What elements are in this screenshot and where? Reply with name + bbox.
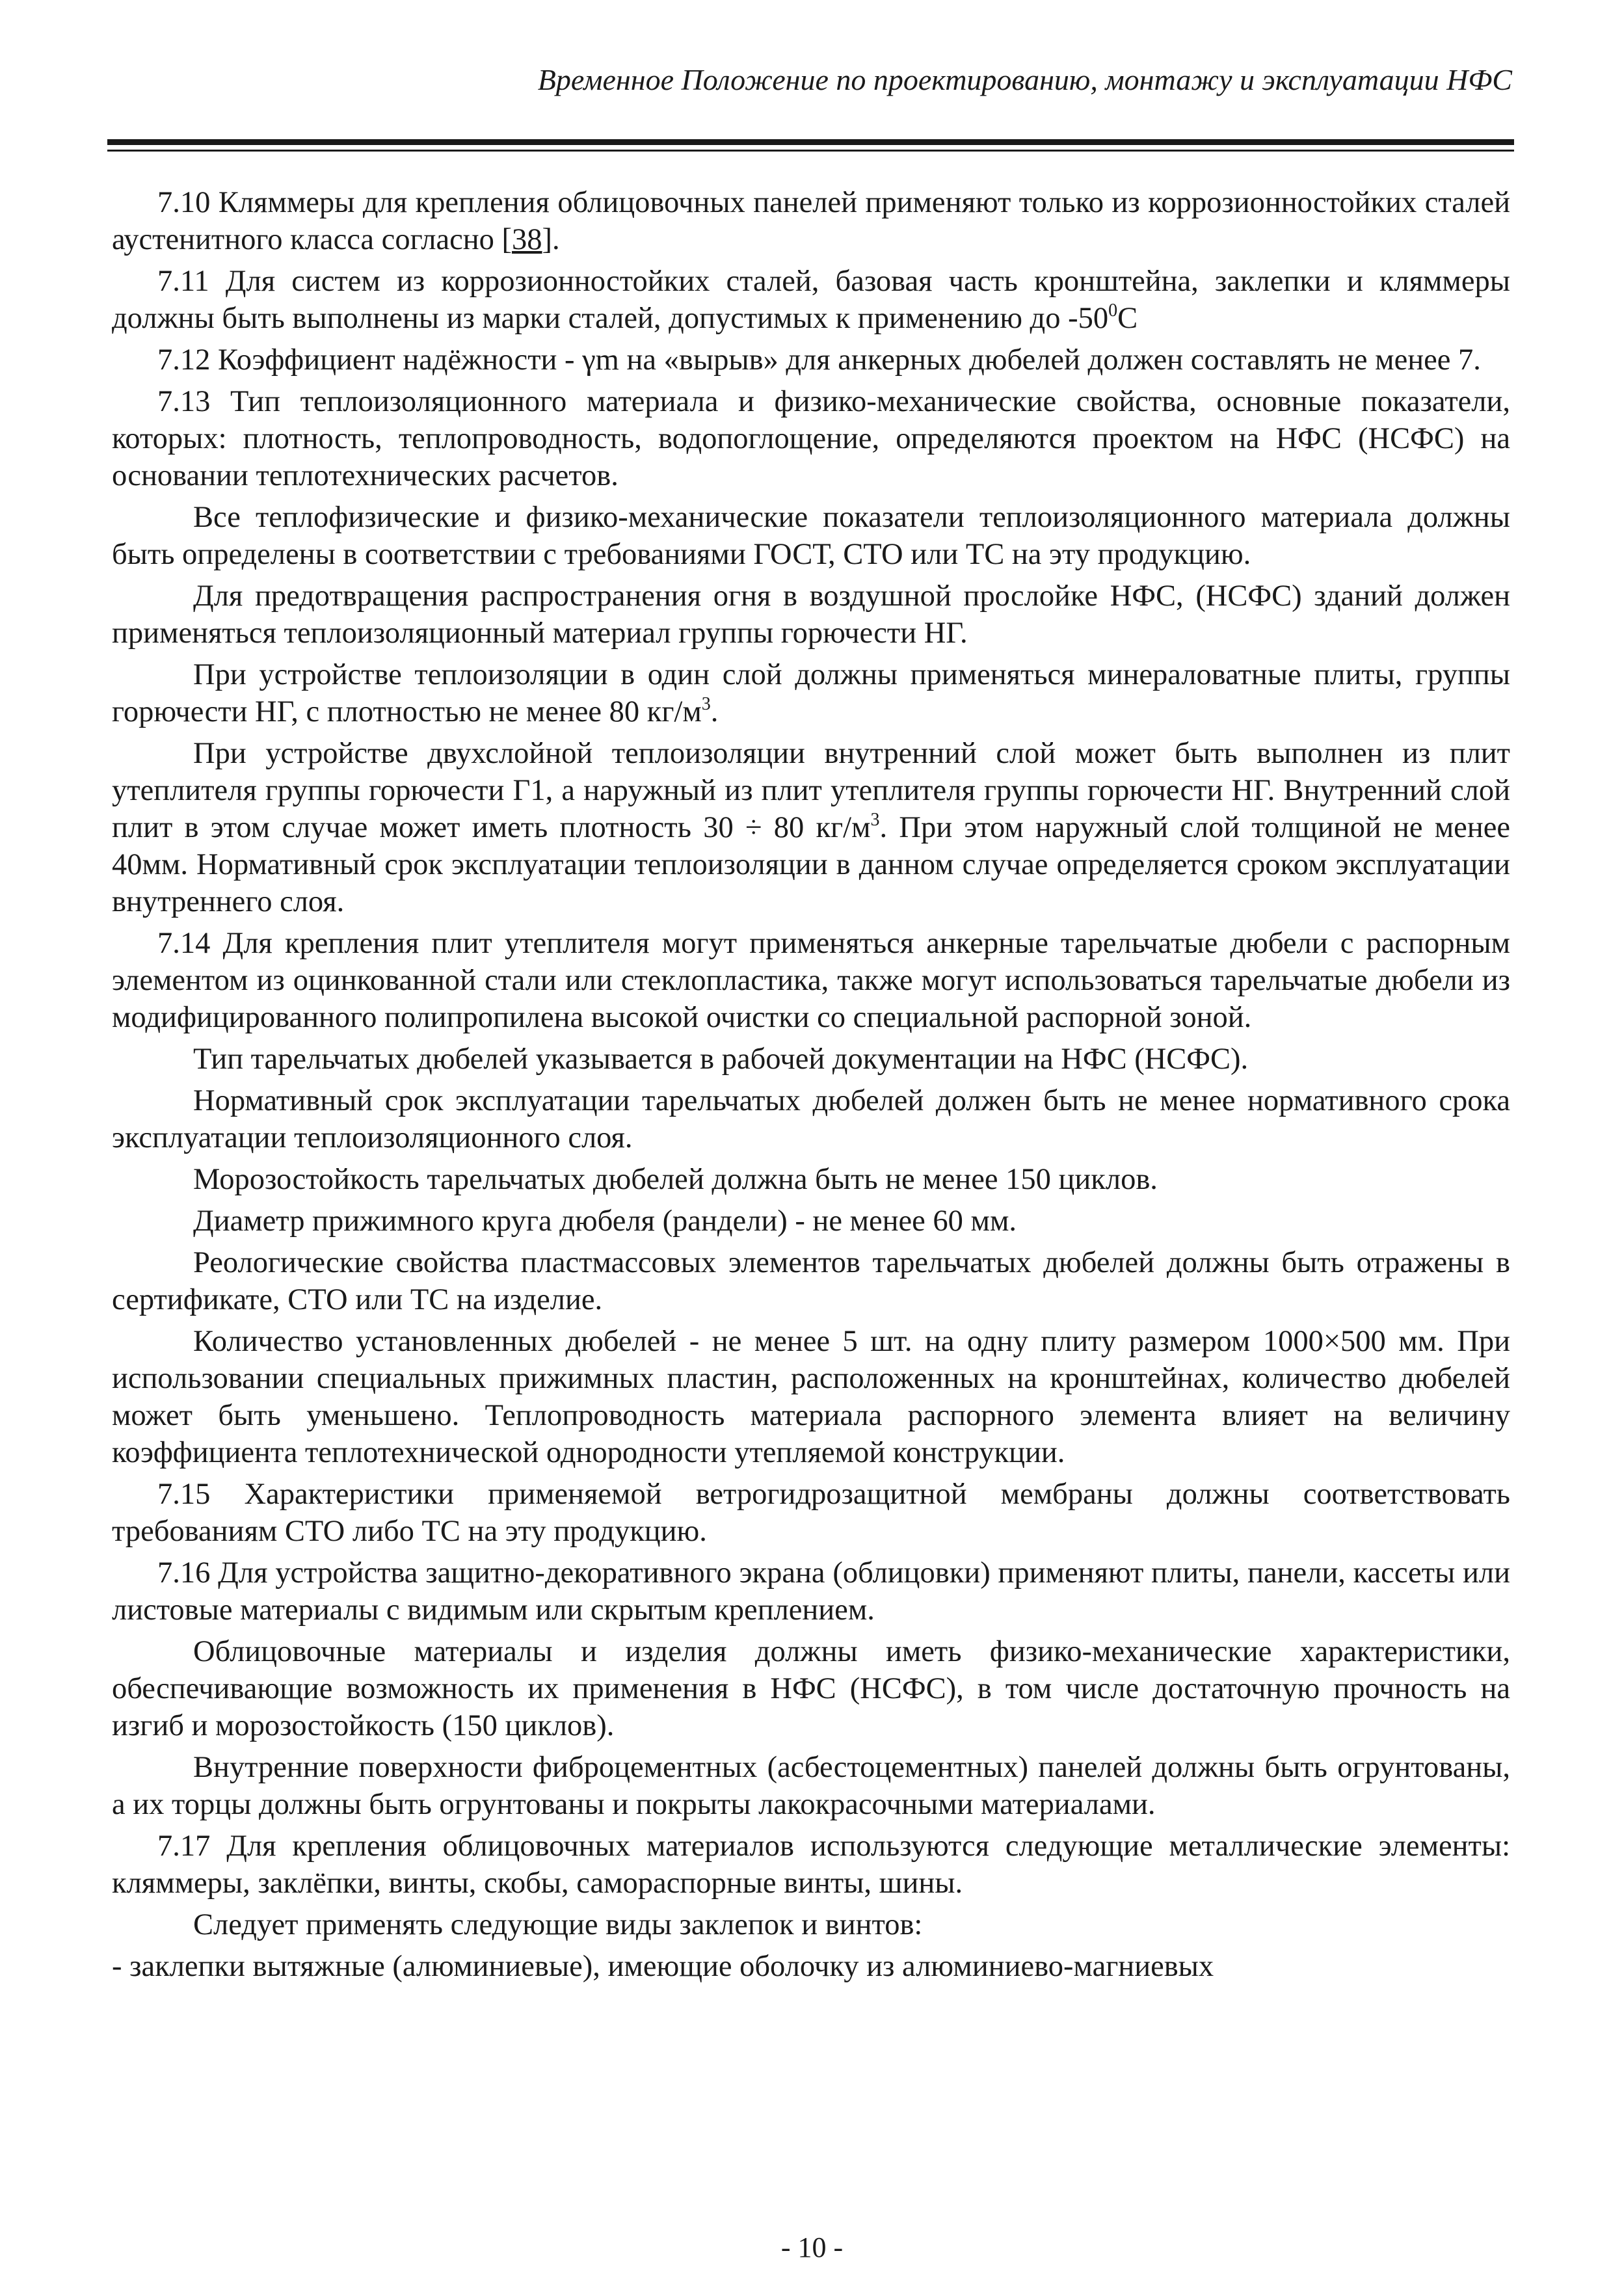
header-rule-thick (107, 139, 1514, 145)
paragraph-7-14: 7.14 Для крепления плит утеплителя могут применяться анкерные тарельчатые дюбели с распорным элементом из оцинкованной стали или стеклопластика, также могут использоваться тарельчатые дюбели из модифицированного полипропилена высокой очистки со специальной распорной зоной. (112, 927, 1510, 1034)
paragraph-7-14-rheology: Реологические свойства пластмассовых элементов тарельчатых дюбелей должны быть отражены в сертификате, СТО или ТС на изделие. (112, 1246, 1510, 1316)
paragraph-7-14-frost: Морозостойкость тарельчатых дюбелей должна быть не менее 150 циклов. (193, 1163, 1158, 1196)
paragraph-7-14-type: Тип тарельчатых дюбелей указывается в рабочей документации на НФС (НСФС). (193, 1043, 1249, 1076)
paragraph-7-14-service-life: Нормативный срок эксплуатации тарельчатых дюбелей должен быть не менее нормативного срока эксплуатации теплоизоляционного слоя. (112, 1084, 1510, 1154)
paragraph-7-15: 7.15 Характеристики применяемой ветрогидрозащитной мембраны должны соответствовать требованиям СТО либо ТС на эту продукцию. (112, 1478, 1510, 1548)
paragraph-7-16-fibrocement: Внутренние поверхности фиброцементных (асбестоцементных) панелей должны быть огрунтованы, а их торцы должны быть огрунтованы и покрыты лакокрасочными материалами. (112, 1751, 1510, 1821)
list-item: - заклепки вытяжные (алюминиевые), имеющие оболочку из алюминиево-магниевых (112, 1950, 1214, 1983)
paragraph-7-12: 7.12 Коэффициент надёжности - γm на «вырыв» для анкерных дюбелей должен составлять не менее 7. (157, 343, 1481, 377)
paragraph-7-14-quantity: Количество установленных дюбелей - не менее 5 шт. на одну плиту размером 1000×500 мм. При использовании специальных прижимных пластин, расположенных на кронштейнах, количество дюбелей может быть уменьшено. Теплопроводность материала распорного элемента влияет на величину коэффициента теплотехнической однородности утепляемой конструкции. (112, 1325, 1510, 1469)
document-body (112, 184, 1510, 1990)
paragraph-7-10: 7.10 Кляммеры для крепления облицовочных панелей применяют только из коррозионностойких сталей аустенитного класса согласно [38]. (112, 186, 1510, 256)
reference-link: 38 (512, 223, 542, 256)
header-rule-thin (107, 150, 1514, 152)
paragraph-7-17: 7.17 Для крепления облицовочных материалов используются следующие металлические элементы: кляммеры, заклёпки, винты, скобы, самораспорные винты, шины. (112, 1830, 1510, 1900)
paragraph-7-13: 7.13 Тип теплоизоляционного материала и физико-механические свойства, основные показатели, которых: плотность, теплопроводность, водопоглощение, определяются проектом на НФС (НСФС) на основании теплотехнических расчетов. (112, 385, 1510, 492)
paragraph-7-16: 7.16 Для устройства защитно-декоративного экрана (облицовки) применяют плиты, панели, кассеты или листовые материалы с видимым или скрытым креплением. (112, 1556, 1510, 1627)
page-number: - 10 - (780, 2231, 844, 2263)
paragraph-7-17-types: Следует применять следующие виды заклепок и винтов: (193, 1908, 923, 1941)
paragraph-7-13-one-layer: При устройстве теплоизоляции в один слой должны применяться минераловатные плиты, группы горючести НГ, с плотностью не менее 80 $кг/м^3$. (112, 658, 1510, 728)
paragraph-7-13-properties: Все теплофизические и физико-механические показатели теплоизоляционного материала должны быть определены в соответствии с требованиями ГОСТ, СТО или ТС на эту продукцию. (112, 501, 1510, 571)
paragraph-7-16-materials: Облицовочные материалы и изделия должны иметь физико-механические характеристики, обеспечивающие возможность их применения в НФС (НСФС), в том числе достаточную прочность на изгиб и морозостойкость (150 циклов). (112, 1635, 1510, 1742)
running-header: Временное Положение по проектированию, монтажу и эксплуатации НФС (537, 63, 1512, 96)
paragraph-7-14-diameter: Диаметр прижимного круга дюбеля (рандели) - не менее 60 мм. (193, 1205, 1017, 1238)
paragraph-7-13-two-layer: При устройстве двухслойной теплоизоляции внутренний слой может быть выполнен из плит утеплителя группы горючести Г1, а наружный из плит утеплителя группы горючести НГ. Внутренний слой плит в этом случае может иметь плотность 30 ÷ 80 $кг/м^3$. При этом наружный слой толщиной не менее 40мм. Нормативный срок эксплуатации теплоизоляции в данном случае определяется сроком эксплуатации внутреннего слоя. (112, 737, 1510, 918)
paragraph-7-13-fire: Для предотвращения распространения огня в воздушной прослойке НФС, (НСФС) зданий должен применяться теплоизоляционный материал группы горючести НГ. (112, 579, 1510, 650)
paragraph-7-11: 7.11 Для систем из коррозионностойких сталей, базовая часть кронштейна, заклепки и кляммеры должны быть выполнены из марки сталей, допустимых к применению до $-50^0С$ (112, 265, 1510, 335)
